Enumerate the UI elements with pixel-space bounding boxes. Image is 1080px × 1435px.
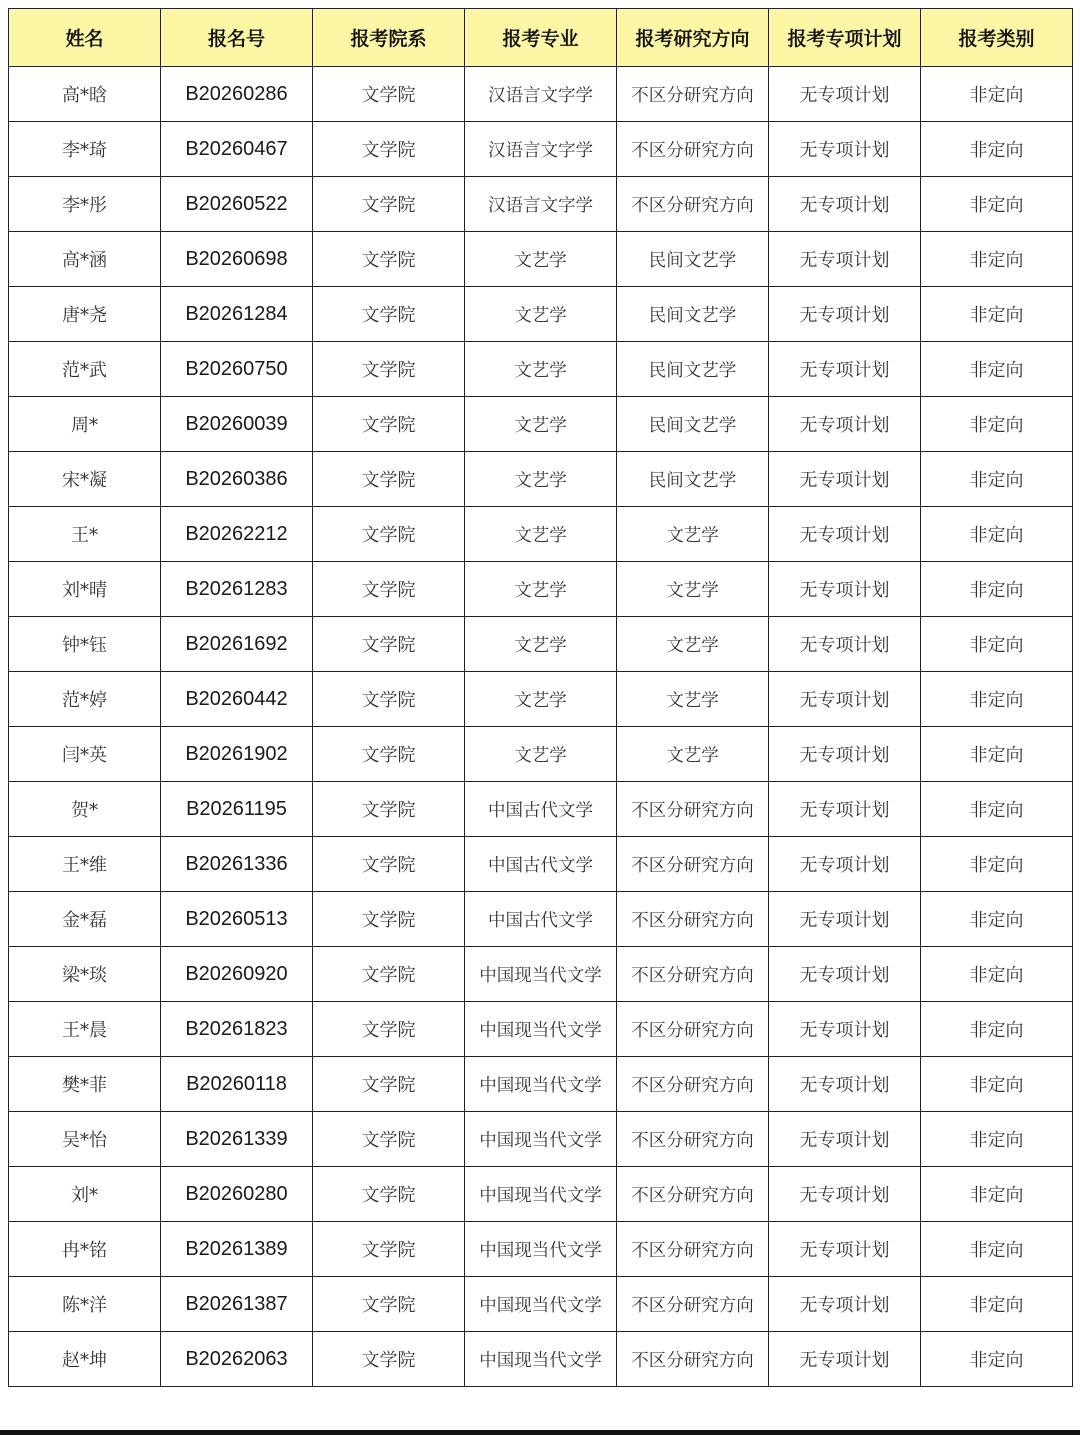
registration-number-cell: B20261387 <box>161 1277 313 1332</box>
registration-number-cell: B20261283 <box>161 562 313 617</box>
category-cell: 非定向 <box>921 562 1073 617</box>
name-cell: 刘*晴 <box>9 562 161 617</box>
table-row <box>9 122 1073 177</box>
major-cell: 文艺学 <box>465 672 617 727</box>
department-cell: 文学院 <box>313 617 465 672</box>
special-plan-cell: 无专项计划 <box>769 672 921 727</box>
header-category: 报考类别 <box>921 9 1073 67</box>
table-body <box>9 67 1073 1387</box>
header-research-direction: 报考研究方向 <box>617 9 769 67</box>
research-direction-cell: 不区分研究方向 <box>617 1057 769 1112</box>
research-direction-cell: 不区分研究方向 <box>617 1277 769 1332</box>
major-cell: 文艺学 <box>465 397 617 452</box>
research-direction-cell: 不区分研究方向 <box>617 177 769 232</box>
registration-number-cell: B20260442 <box>161 672 313 727</box>
research-direction-cell: 民间文艺学 <box>617 452 769 507</box>
department-cell: 文学院 <box>313 562 465 617</box>
registration-number-cell: B20260698 <box>161 232 313 287</box>
department-cell: 文学院 <box>313 1222 465 1277</box>
table-row <box>9 1332 1073 1387</box>
table-row <box>9 672 1073 727</box>
special-plan-cell: 无专项计划 <box>769 177 921 232</box>
header-registration-number: 报名号 <box>161 9 313 67</box>
name-cell: 樊*菲 <box>9 1057 161 1112</box>
table-row <box>9 892 1073 947</box>
table-header <box>9 9 1073 67</box>
category-cell: 非定向 <box>921 452 1073 507</box>
special-plan-cell: 无专项计划 <box>769 507 921 562</box>
category-cell: 非定向 <box>921 892 1073 947</box>
department-cell: 文学院 <box>313 672 465 727</box>
category-cell: 非定向 <box>921 287 1073 342</box>
table-row <box>9 507 1073 562</box>
name-cell: 金*磊 <box>9 892 161 947</box>
major-cell: 中国现当代文学 <box>465 1222 617 1277</box>
table-row <box>9 452 1073 507</box>
registration-number-cell: B20262212 <box>161 507 313 562</box>
name-cell: 宋*凝 <box>9 452 161 507</box>
name-cell: 李*彤 <box>9 177 161 232</box>
special-plan-cell: 无专项计划 <box>769 1112 921 1167</box>
table-row <box>9 177 1073 232</box>
major-cell: 中国现当代文学 <box>465 1057 617 1112</box>
header-major: 报考专业 <box>465 9 617 67</box>
category-cell: 非定向 <box>921 177 1073 232</box>
research-direction-cell: 不区分研究方向 <box>617 1112 769 1167</box>
research-direction-cell: 不区分研究方向 <box>617 837 769 892</box>
department-cell: 文学院 <box>313 1002 465 1057</box>
major-cell: 汉语言文字学 <box>465 122 617 177</box>
category-cell: 非定向 <box>921 672 1073 727</box>
major-cell: 文艺学 <box>465 232 617 287</box>
category-cell: 非定向 <box>921 837 1073 892</box>
name-cell: 李*琦 <box>9 122 161 177</box>
major-cell: 文艺学 <box>465 507 617 562</box>
registration-number-cell: B20260280 <box>161 1167 313 1222</box>
department-cell: 文学院 <box>313 232 465 287</box>
special-plan-cell: 无专项计划 <box>769 1167 921 1222</box>
category-cell: 非定向 <box>921 1167 1073 1222</box>
special-plan-cell: 无专项计划 <box>769 892 921 947</box>
department-cell: 文学院 <box>313 1057 465 1112</box>
name-cell: 陈*洋 <box>9 1277 161 1332</box>
major-cell: 文艺学 <box>465 562 617 617</box>
name-cell: 唐*尧 <box>9 287 161 342</box>
major-cell: 中国现当代文学 <box>465 947 617 1002</box>
research-direction-cell: 文艺学 <box>617 507 769 562</box>
name-cell: 范*婷 <box>9 672 161 727</box>
registration-number-cell: B20260286 <box>161 67 313 122</box>
major-cell: 文艺学 <box>465 617 617 672</box>
table-row <box>9 1057 1073 1112</box>
name-cell: 梁*琰 <box>9 947 161 1002</box>
registration-number-cell: B20261339 <box>161 1112 313 1167</box>
table-row <box>9 232 1073 287</box>
research-direction-cell: 不区分研究方向 <box>617 947 769 1002</box>
registration-number-cell: B20261336 <box>161 837 313 892</box>
research-direction-cell: 文艺学 <box>617 562 769 617</box>
table-row <box>9 617 1073 672</box>
department-cell: 文学院 <box>313 342 465 397</box>
table-row <box>9 287 1073 342</box>
category-cell: 非定向 <box>921 782 1073 837</box>
special-plan-cell: 无专项计划 <box>769 1002 921 1057</box>
registration-number-cell: B20261823 <box>161 1002 313 1057</box>
special-plan-cell: 无专项计划 <box>769 1222 921 1277</box>
research-direction-cell: 不区分研究方向 <box>617 782 769 837</box>
department-cell: 文学院 <box>313 67 465 122</box>
special-plan-cell: 无专项计划 <box>769 617 921 672</box>
research-direction-cell: 文艺学 <box>617 617 769 672</box>
special-plan-cell: 无专项计划 <box>769 67 921 122</box>
name-cell: 赵*坤 <box>9 1332 161 1387</box>
special-plan-cell: 无专项计划 <box>769 1057 921 1112</box>
registration-number-cell: B20261284 <box>161 287 313 342</box>
admission-list-table <box>8 8 1073 1387</box>
major-cell: 中国古代文学 <box>465 782 617 837</box>
table-row <box>9 782 1073 837</box>
category-cell: 非定向 <box>921 67 1073 122</box>
major-cell: 中国现当代文学 <box>465 1002 617 1057</box>
special-plan-cell: 无专项计划 <box>769 1332 921 1387</box>
category-cell: 非定向 <box>921 1277 1073 1332</box>
major-cell: 中国古代文学 <box>465 837 617 892</box>
research-direction-cell: 民间文艺学 <box>617 342 769 397</box>
research-direction-cell: 不区分研究方向 <box>617 892 769 947</box>
name-cell: 高*晗 <box>9 67 161 122</box>
name-cell: 贺* <box>9 782 161 837</box>
department-cell: 文学院 <box>313 1277 465 1332</box>
major-cell: 文艺学 <box>465 287 617 342</box>
category-cell: 非定向 <box>921 342 1073 397</box>
major-cell: 汉语言文字学 <box>465 177 617 232</box>
special-plan-cell: 无专项计划 <box>769 727 921 782</box>
table-row <box>9 397 1073 452</box>
research-direction-cell: 民间文艺学 <box>617 397 769 452</box>
research-direction-cell: 不区分研究方向 <box>617 67 769 122</box>
category-cell: 非定向 <box>921 507 1073 562</box>
name-cell: 刘* <box>9 1167 161 1222</box>
department-cell: 文学院 <box>313 727 465 782</box>
department-cell: 文学院 <box>313 507 465 562</box>
research-direction-cell: 不区分研究方向 <box>617 122 769 177</box>
name-cell: 王* <box>9 507 161 562</box>
table-row <box>9 1222 1073 1277</box>
table-row <box>9 562 1073 617</box>
department-cell: 文学院 <box>313 1167 465 1222</box>
research-direction-cell: 文艺学 <box>617 672 769 727</box>
special-plan-cell: 无专项计划 <box>769 782 921 837</box>
category-cell: 非定向 <box>921 1222 1073 1277</box>
registration-number-cell: B20260522 <box>161 177 313 232</box>
registration-number-cell: B20260920 <box>161 947 313 1002</box>
registration-number-cell: B20260513 <box>161 892 313 947</box>
department-cell: 文学院 <box>313 782 465 837</box>
research-direction-cell: 不区分研究方向 <box>617 1002 769 1057</box>
table-row <box>9 67 1073 122</box>
special-plan-cell: 无专项计划 <box>769 397 921 452</box>
name-cell: 高*涵 <box>9 232 161 287</box>
category-cell: 非定向 <box>921 397 1073 452</box>
department-cell: 文学院 <box>313 947 465 1002</box>
category-cell: 非定向 <box>921 232 1073 287</box>
department-cell: 文学院 <box>313 397 465 452</box>
department-cell: 文学院 <box>313 452 465 507</box>
category-cell: 非定向 <box>921 727 1073 782</box>
department-cell: 文学院 <box>313 837 465 892</box>
name-cell: 闫*英 <box>9 727 161 782</box>
table-row <box>9 1277 1073 1332</box>
category-cell: 非定向 <box>921 1112 1073 1167</box>
special-plan-cell: 无专项计划 <box>769 342 921 397</box>
category-cell: 非定向 <box>921 1002 1073 1057</box>
special-plan-cell: 无专项计划 <box>769 122 921 177</box>
research-direction-cell: 不区分研究方向 <box>617 1222 769 1277</box>
table-row <box>9 1112 1073 1167</box>
major-cell: 文艺学 <box>465 727 617 782</box>
department-cell: 文学院 <box>313 287 465 342</box>
name-cell: 范*武 <box>9 342 161 397</box>
name-cell: 钟*钰 <box>9 617 161 672</box>
major-cell: 文艺学 <box>465 452 617 507</box>
category-cell: 非定向 <box>921 1332 1073 1387</box>
category-cell: 非定向 <box>921 617 1073 672</box>
registration-number-cell: B20261902 <box>161 727 313 782</box>
registration-number-cell: B20261389 <box>161 1222 313 1277</box>
category-cell: 非定向 <box>921 1057 1073 1112</box>
registration-number-cell: B20260118 <box>161 1057 313 1112</box>
table-row <box>9 727 1073 782</box>
table-row <box>9 837 1073 892</box>
registration-number-cell: B20260039 <box>161 397 313 452</box>
registration-number-cell: B20262063 <box>161 1332 313 1387</box>
table-row <box>9 342 1073 397</box>
major-cell: 中国现当代文学 <box>465 1277 617 1332</box>
category-cell: 非定向 <box>921 122 1073 177</box>
registration-number-cell: B20261195 <box>161 782 313 837</box>
registration-number-cell: B20261692 <box>161 617 313 672</box>
major-cell: 中国现当代文学 <box>465 1112 617 1167</box>
name-cell: 王*维 <box>9 837 161 892</box>
header-name: 姓名 <box>9 9 161 67</box>
major-cell: 中国现当代文学 <box>465 1167 617 1222</box>
major-cell: 中国古代文学 <box>465 892 617 947</box>
research-direction-cell: 民间文艺学 <box>617 287 769 342</box>
header-row <box>9 9 1073 67</box>
bottom-border-bar <box>0 1430 1080 1435</box>
special-plan-cell: 无专项计划 <box>769 452 921 507</box>
special-plan-cell: 无专项计划 <box>769 947 921 1002</box>
department-cell: 文学院 <box>313 177 465 232</box>
major-cell: 汉语言文字学 <box>465 67 617 122</box>
name-cell: 冉*铭 <box>9 1222 161 1277</box>
research-direction-cell: 不区分研究方向 <box>617 1167 769 1222</box>
name-cell: 王*晨 <box>9 1002 161 1057</box>
special-plan-cell: 无专项计划 <box>769 562 921 617</box>
department-cell: 文学院 <box>313 122 465 177</box>
research-direction-cell: 文艺学 <box>617 727 769 782</box>
table-row <box>9 947 1073 1002</box>
department-cell: 文学院 <box>313 1112 465 1167</box>
research-direction-cell: 民间文艺学 <box>617 232 769 287</box>
category-cell: 非定向 <box>921 947 1073 1002</box>
registration-number-cell: B20260386 <box>161 452 313 507</box>
department-cell: 文学院 <box>313 892 465 947</box>
major-cell: 文艺学 <box>465 342 617 397</box>
name-cell: 吴*怡 <box>9 1112 161 1167</box>
research-direction-cell: 不区分研究方向 <box>617 1332 769 1387</box>
department-cell: 文学院 <box>313 1332 465 1387</box>
table-row <box>9 1167 1073 1222</box>
special-plan-cell: 无专项计划 <box>769 1277 921 1332</box>
name-cell: 周* <box>9 397 161 452</box>
special-plan-cell: 无专项计划 <box>769 837 921 892</box>
major-cell: 中国现当代文学 <box>465 1332 617 1387</box>
header-department: 报考院系 <box>313 9 465 67</box>
special-plan-cell: 无专项计划 <box>769 287 921 342</box>
special-plan-cell: 无专项计划 <box>769 232 921 287</box>
registration-number-cell: B20260750 <box>161 342 313 397</box>
table-row <box>9 1002 1073 1057</box>
registration-number-cell: B20260467 <box>161 122 313 177</box>
header-special-plan: 报考专项计划 <box>769 9 921 67</box>
